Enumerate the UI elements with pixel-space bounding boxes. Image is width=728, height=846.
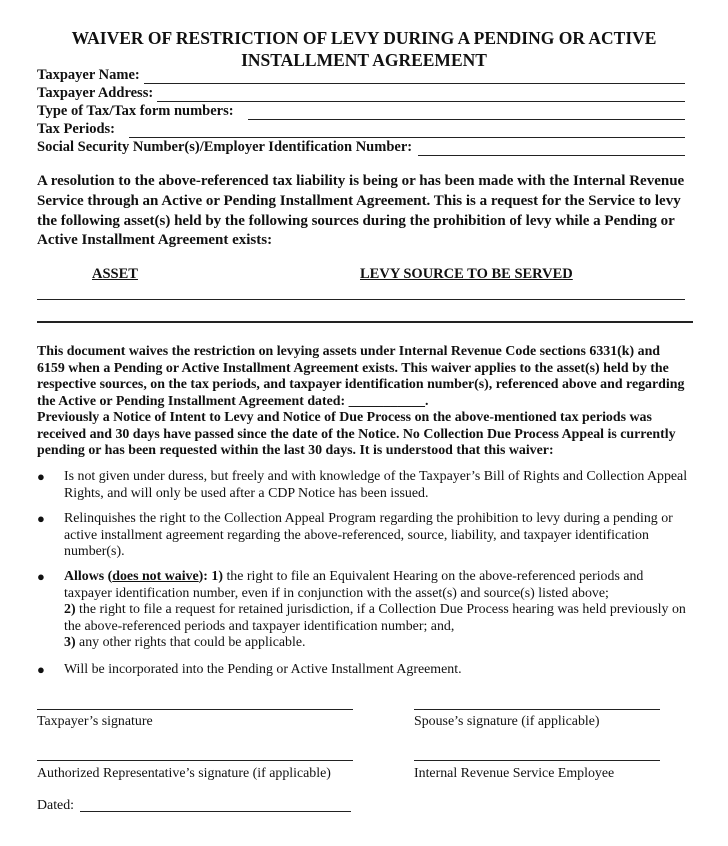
ssn-ein-line[interactable] bbox=[418, 142, 685, 156]
section-divider bbox=[37, 321, 693, 323]
ssn-ein-field[interactable] bbox=[37, 138, 685, 156]
bullet-icon: ● bbox=[37, 569, 45, 584]
right-two-text: the right to file a request for retained jurisdiction, if a Collection Due Process hearing was held previously on the above-referenced periods and taxpayer identification number; and, bbox=[64, 602, 686, 634]
dated-line[interactable] bbox=[80, 811, 351, 812]
bullet-relinquishes-right: Relinquishes the right to the Collection Appeal Program regarding the prohibition to levy during a pending or active installment agreement regarding the above-referenced, source, liability, and taxpayer identification number(s). bbox=[64, 511, 673, 560]
taxpayer-signature-label: Taxpayer’s signature bbox=[37, 714, 153, 729]
right-two-number: 2) bbox=[64, 602, 76, 618]
spouse-signature-label: Spouse’s signature (if applicable) bbox=[414, 714, 600, 729]
notice-paragraph: Previously a Notice of Intent to Levy and Notice of Due Process on the above-mentioned tax periods was received and 30 days have passed since the date of the Notice. No Collection Due Process Appeal is currently pending or has been requested within the last 30 days. It is understood that this waiver: bbox=[37, 410, 676, 459]
bullet-icon: ● bbox=[37, 662, 45, 677]
document-title-line2: INSTALLMENT AGREEMENT bbox=[241, 50, 487, 70]
waiver-paragraph: This document waives the restriction on levying assets under Internal Revenue Code sections 6331(k) and 6159 when a Pending or Active Installment Agreement exists. This waiver applies to the asset(s) held by the respective sources, on the tax periods, and taxpayer identification number(s), referenced above and regarding the Active or Pending Installment Agreement dated: ___________. bbox=[37, 344, 685, 409]
irs-employee-signature-line[interactable] bbox=[414, 760, 660, 761]
dated-label: Dated: bbox=[37, 798, 75, 813]
right-three-number: 3) bbox=[64, 635, 76, 651]
taxpayer-address-line[interactable] bbox=[157, 88, 685, 102]
irs-employee-signature-label: Internal Revenue Service Employee bbox=[414, 766, 615, 781]
taxpayer-address-field[interactable] bbox=[37, 84, 685, 102]
taxpayer-name-label: Taxpayer Name: bbox=[37, 67, 140, 83]
bullet-not-under-duress: Is not given under duress, but freely and with knowledge of the Taxpayer’s Bill of Rights and Collection Appeal Rights, and will only be used after a CDP Notice has been issued. bbox=[64, 469, 688, 501]
ssn-ein-label: Social Security Number(s)/Employer Identification Number: bbox=[37, 139, 413, 155]
bullet-incorporated: Will be incorporated into the Pending or Active Installment Agreement. bbox=[64, 662, 462, 677]
tax-periods-field[interactable] bbox=[37, 120, 685, 138]
asset-column-header: ASSET bbox=[92, 266, 138, 282]
spouse-signature-line[interactable] bbox=[414, 709, 660, 710]
taxpayer-name-field[interactable] bbox=[37, 66, 685, 84]
right-one-text: the right to file an Equivalent Hearing on the above-referenced periods and taxpayer identification number, even if in conjunction with the asset(s) and source(s) listed above; bbox=[64, 569, 644, 601]
tax-type-field[interactable] bbox=[37, 102, 685, 120]
taxpayer-signature-line[interactable] bbox=[37, 709, 353, 710]
bullet-icon: ● bbox=[37, 511, 45, 526]
representative-signature-label: Authorized Representative’s signature (if applicable) bbox=[37, 766, 331, 781]
representative-signature-line[interactable] bbox=[37, 760, 353, 761]
does-not-waive-text: does not waive bbox=[112, 569, 199, 584]
levy-source-column-header: LEVY SOURCE TO BE SERVED bbox=[360, 266, 573, 282]
allows-lead-end: ): 1) bbox=[198, 569, 223, 584]
tax-type-line[interactable] bbox=[248, 106, 685, 120]
tax-type-label: Type of Tax/Tax form numbers: bbox=[37, 103, 234, 119]
bullet-icon: ● bbox=[37, 469, 45, 484]
allows-lead: Allows ( bbox=[64, 569, 113, 584]
intro-paragraph: A resolution to the above-referenced tax liability is being or has been made with the Internal Revenue Service through an Active or Pending Installment Agreement. This is a request for the Service to levy the following asset(s) held by the following sources during the prohibition of levy while a Pending or Active Installment Agreement exists: bbox=[37, 173, 685, 249]
right-three-text: any other rights that could be applicable. bbox=[75, 635, 306, 651]
tax-periods-line[interactable] bbox=[129, 124, 685, 138]
taxpayer-name-line[interactable] bbox=[144, 70, 685, 84]
document-title-line1: WAIVER OF RESTRICTION OF LEVY DURING A PENDING OR ACTIVE bbox=[71, 28, 657, 48]
tax-periods-label: Tax Periods: bbox=[37, 121, 116, 137]
taxpayer-address-label: Taxpayer Address: bbox=[37, 85, 154, 101]
asset-entry-line[interactable] bbox=[37, 299, 685, 300]
bullet-allows-rights bbox=[64, 569, 694, 652]
